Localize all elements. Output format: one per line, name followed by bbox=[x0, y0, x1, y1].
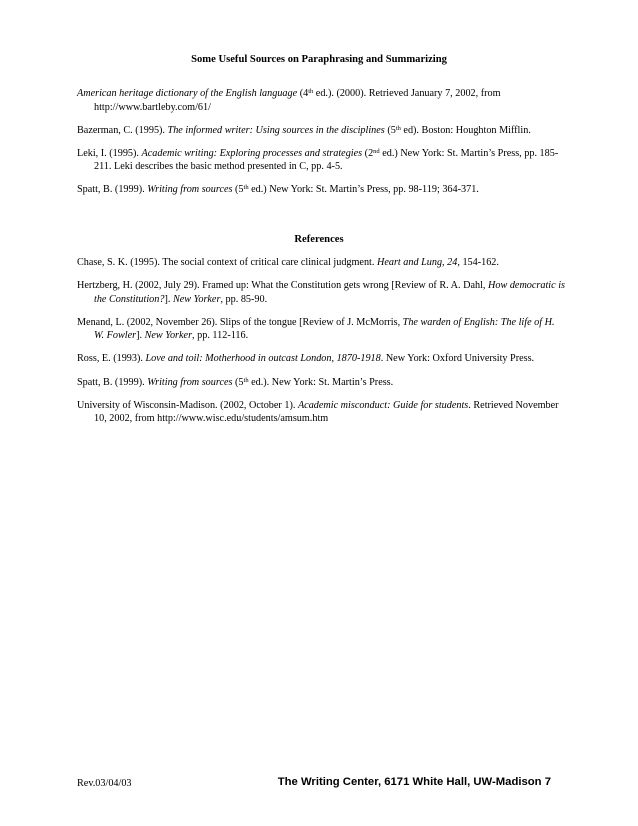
reference-entry-spatt: Spatt, B. (1999). Writing from sources (5th ed.). New York: St. Martin’s Press. bbox=[77, 376, 394, 388]
reference-entry-uw-madison: University of Wisconsin-Madison. (2002, October 1). Academic misconduct: Guide for students. Retrieved November 10, 2002, from http://www.wisc.edu/students/amsum.htm bbox=[77, 399, 559, 425]
useful-sources-heading: Some Useful Sources on Paraphrasing and Summarizing bbox=[191, 54, 447, 65]
source-entry-bazerman: Bazerman, C. (1995). The informed writer: Using sources in the disciplines (5th ed). Boston: Houghton Mifflin. bbox=[77, 124, 531, 136]
reference-entry-hertzberg: Hertzberg, H. (2002, July 29). Framed up: What the Constitution gets wrong [Review of R. A. Dahl, How democratic is the Constitution?]. New Yorker, pp. 85-90. bbox=[77, 280, 565, 305]
footer-center-info: The Writing Center, 6171 White Hall, UW-Madison 7 bbox=[277, 776, 551, 788]
source-entry-american-heritage: American heritage dictionary of the English language (4th ed.). (2000). Retrieved January 7, 2002, from http://www.bartleby.com/61/ bbox=[77, 88, 501, 113]
reference-entry-menand: Menand, L. (2002, November 26). Slips of the tongue [Review of J. McMorris, The warden of English: The life of H. W. Fowler]. New Yorker, pp. 112-116. bbox=[77, 316, 555, 342]
references-heading: References bbox=[294, 234, 344, 245]
source-entry-spatt: Spatt, B. (1999). Writing from sources (5th ed.) New York: St. Martin’s Press, pp. 98-119; 364-371. bbox=[77, 184, 479, 196]
footer-revision: Rev.03/04/03 bbox=[77, 778, 132, 789]
useful-sources-list bbox=[77, 87, 565, 207]
references-list bbox=[77, 256, 565, 435]
reference-entry-ross: Ross, E. (1993). Love and toil: Motherhood in outcast London, 1870-1918. New York: Oxford University Press. bbox=[77, 353, 535, 365]
source-entry-leki: Leki, I. (1995). Academic writing: Exploring processes and strategies (2nd ed.) New York: St. Martin’s Press, pp. 185-211. Leki describes the basic method presented in C, pp. 4-5. bbox=[77, 147, 559, 173]
reference-entry-chase: Chase, S. K. (1995). The social context of critical care clinical judgment. Heart and Lung, 24, 154-162. bbox=[77, 257, 499, 268]
